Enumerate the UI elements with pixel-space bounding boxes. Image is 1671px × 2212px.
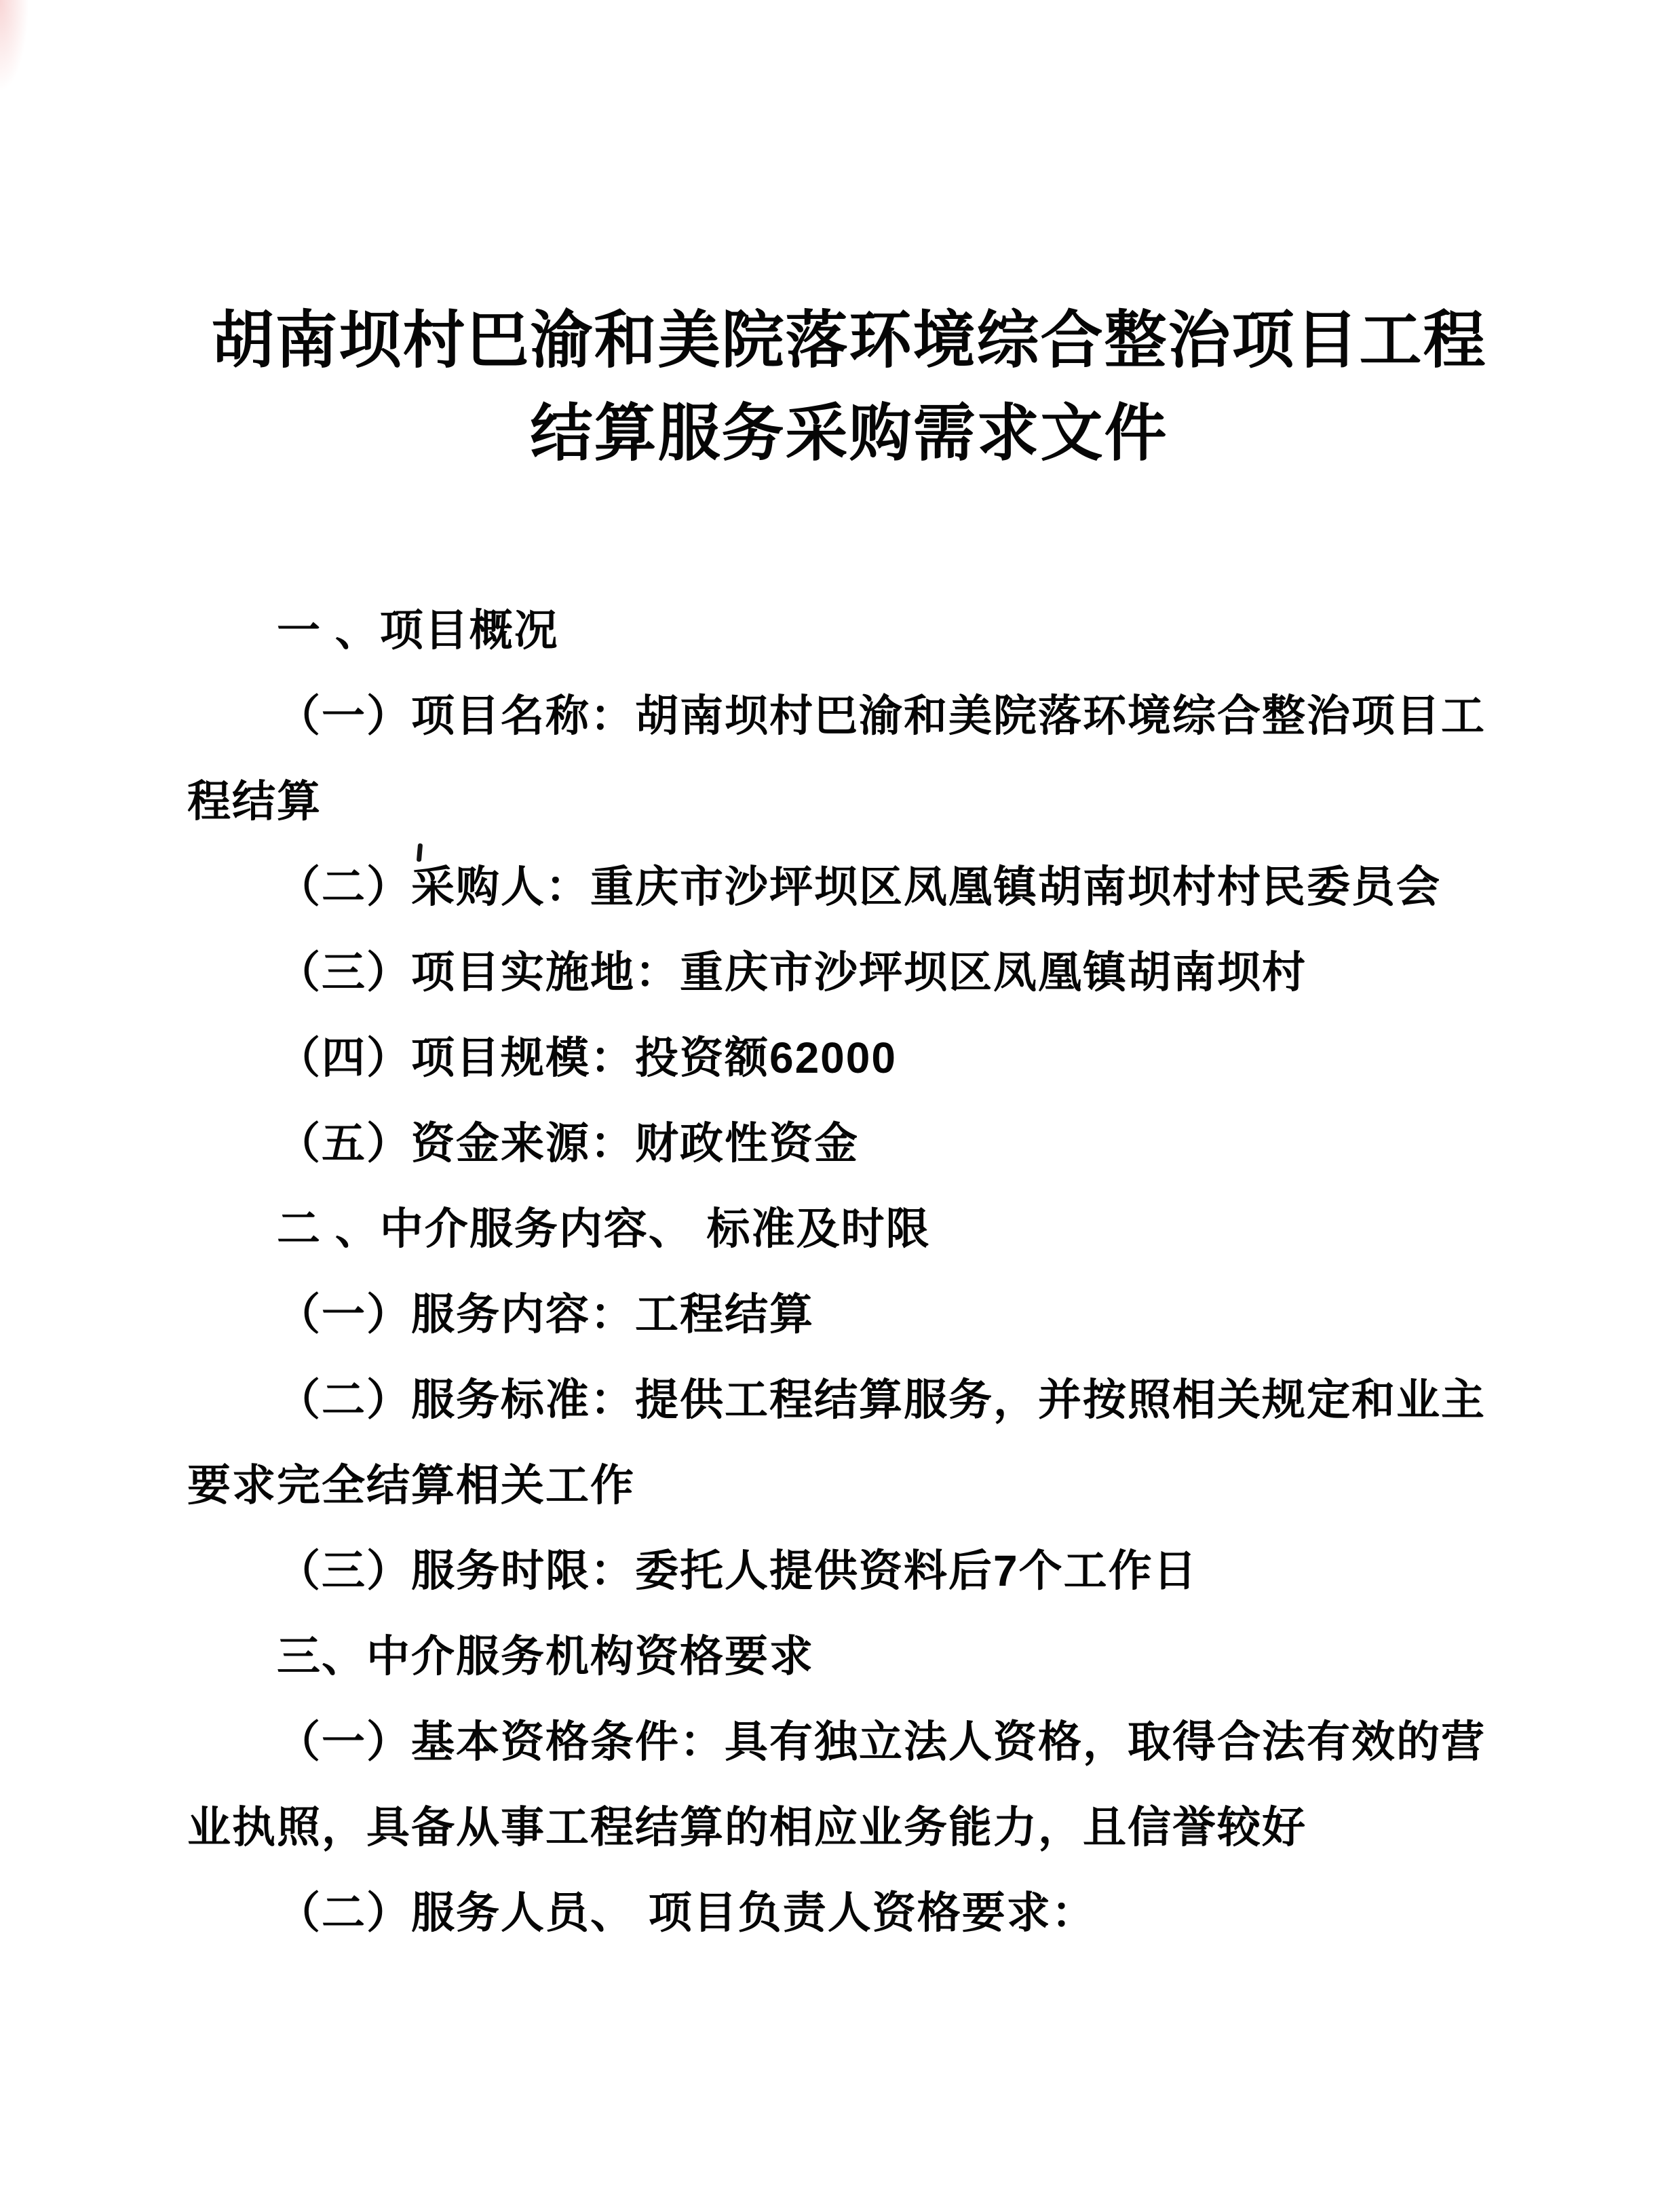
body-line: （一）基本资格条件：具有独立法人资格，取得合法有效的营: [277, 1717, 1486, 1766]
body-line: 一 、项目概况: [277, 606, 559, 655]
title-line-2: 结算服务采购需求文件: [530, 399, 1168, 468]
body-line: 要求完全结算相关工作: [187, 1461, 635, 1510]
body-line: 二 、中介服务内容、 标准及时限: [277, 1204, 931, 1253]
body-line: 业执照，具备从事工程结算的相应业务能力，且信誉较好: [187, 1803, 1307, 1852]
body-line: 程结算: [187, 777, 322, 826]
body-line: （四）项目规模：投资额62000: [277, 1033, 897, 1082]
body-line: （二）服务标准：提供工程结算服务，并按照相关规定和业主: [277, 1375, 1486, 1424]
document-body: [187, 588, 1510, 1956]
body-line: （一）服务内容：工程结算: [277, 1290, 814, 1339]
body-line: （五）资金来源：财政性资金: [277, 1119, 859, 1168]
body-line: （三）服务时限：委托人提供资料后7个工作日: [277, 1546, 1198, 1595]
body-line: 三、中介服务机构资格要求: [277, 1632, 814, 1681]
body-line: （二）服务人员、 项目负责人资格要求：: [277, 1888, 1096, 1937]
body-line: （一）项目名称：胡南坝村巴渝和美院落环境综合整治项目工: [277, 691, 1486, 740]
body-line: （三）项目实施地：重庆市沙坪坝区凤凰镇胡南坝村: [277, 948, 1307, 997]
body-line: （二）采购人：重庆市沙坪坝区凤凰镇胡南坝村村民委员会: [277, 862, 1441, 911]
scan-smudge: [0, 0, 28, 90]
document-title: [0, 294, 1671, 480]
title-line-1: 胡南坝村巴渝和美院落环境综合整治项目工程: [211, 306, 1487, 375]
